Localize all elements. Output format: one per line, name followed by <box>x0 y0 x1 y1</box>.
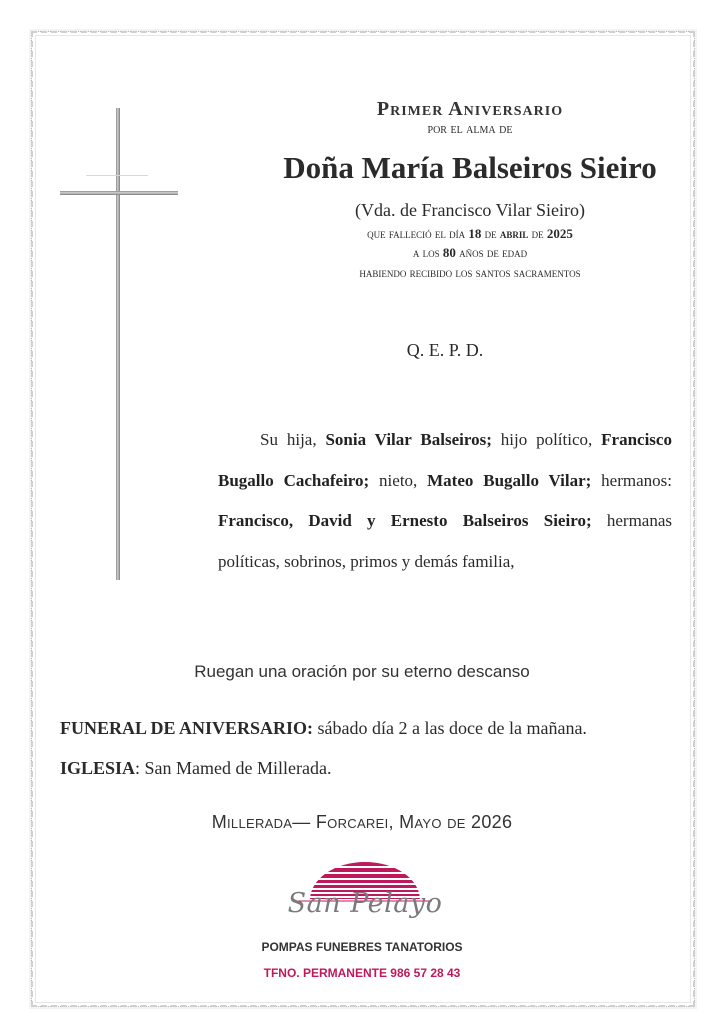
death-month: abril <box>499 226 529 241</box>
church-text: : San Mamed de Millerada. <box>135 758 332 778</box>
death-date-line <box>200 226 724 242</box>
family-text-3: nieto, <box>369 470 428 490</box>
age-line <box>200 245 724 261</box>
church-label: IGLESIA <box>60 758 136 778</box>
prayer-request: Ruegan una oración por su eterno descanso <box>194 662 530 681</box>
anniversary-title: Primer Aniversario <box>376 98 564 120</box>
death-year: 2025 <box>546 226 573 241</box>
church-line <box>60 758 332 779</box>
death-day: 18 <box>468 226 482 241</box>
sacraments-line: habiendo recibido los santos sacramentos <box>359 265 581 280</box>
widow-of-line: (Vda. de Francisco Vilar Sieiro) <box>354 200 586 220</box>
age-value: 80 <box>442 245 456 260</box>
age-prefix: a los <box>412 245 443 260</box>
cross-vertical-bar <box>116 108 120 580</box>
family-text <box>218 420 672 582</box>
funeral-home-services: POMPAS FUNEBRES TANATORIOS <box>261 940 463 954</box>
family-name-siblings: Francisco, David y Ernesto Balseiros Sieiro; <box>218 511 592 530</box>
funeral-label: FUNERAL DE ANIVERSARIO: <box>60 718 314 738</box>
funeral-line <box>60 718 587 739</box>
funeral-home-logo-text: San Pelayo <box>287 888 443 919</box>
family-name-daughter: Sonia Vilar Balseiros; <box>325 430 492 449</box>
deceased-name: Doña María Balseiros Sieiro <box>283 150 657 185</box>
qepd: Q. E. P. D. <box>406 340 484 360</box>
anniversary-subtitle: por el alma de <box>427 122 513 137</box>
family-text-5: hermanas políticas, sobrinos, primos y demás familia, <box>218 511 673 571</box>
family-paragraph <box>218 420 672 582</box>
family-name-grandson: Mateo Bugallo Vilar; <box>427 470 592 490</box>
family-text-4: hermanos: <box>591 470 672 490</box>
age-suffix: años de edad <box>455 245 528 260</box>
cross-shadow-line <box>86 175 148 176</box>
family-text-1: Su hija, <box>260 430 326 449</box>
death-line-prefix: que falleció el día <box>367 226 469 241</box>
place-date: Millerada— Forcarei, Mayo de 2026 <box>211 812 513 832</box>
death-year-prefix: de <box>528 226 547 241</box>
funeral-text: sábado día 2 a las doce de la mañana. <box>313 718 587 738</box>
family-name-son-in-law: Francisco Bugallo Cachafeiro; <box>218 430 672 490</box>
family-text-2: hijo político, <box>491 430 602 449</box>
death-mid: de <box>481 226 500 241</box>
cross-horizontal-bar <box>60 191 178 195</box>
funeral-home-phone: TFNO. PERMANENTE 986 57 28 43 <box>263 966 461 980</box>
